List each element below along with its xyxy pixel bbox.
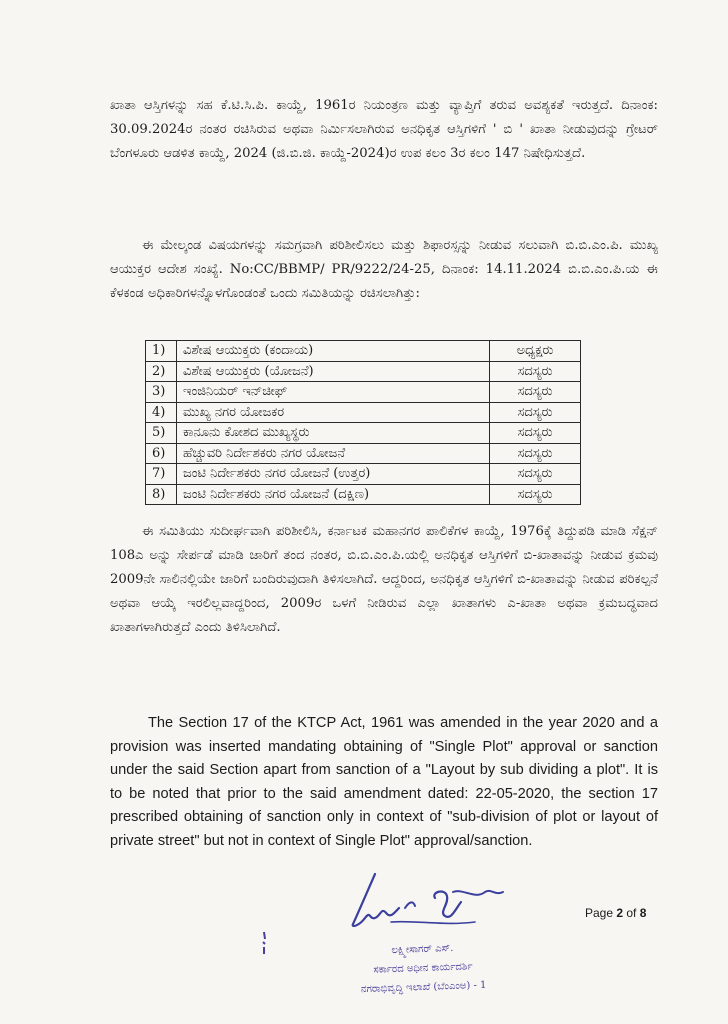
- committee-member: ಇಂಜಿನಿಯರ್ ಇನ್‌ಚೀಫ್: [177, 382, 490, 403]
- committee-role: ಸದಸ್ಯರು: [490, 423, 581, 444]
- committee-member: ವಿಶೇಷ ಆಯುಕ್ತರು (ಕಂದಾಯ): [177, 341, 490, 362]
- committee-member: ಜಂಟಿ ನಿರ್ದೇಶಕರು ನಗರ ಯೋಜನೆ (ಉತ್ತರ): [177, 464, 490, 485]
- committee-role: ಸದಸ್ಯರು: [490, 464, 581, 485]
- committee-num: 1): [146, 341, 177, 362]
- committee-role: ಸದಸ್ಯರು: [490, 382, 581, 403]
- stamp-department: ನಗರಾಭಿವೃದ್ಧಿ ಇಲಾಖೆ (ಬೆಂಎಂಅ) - 1: [360, 979, 487, 996]
- stamp-name: ಲಕ್ಷ್ಮೀಸಾಗರ್ ಎಸ್.: [391, 942, 454, 957]
- committee-num: 5): [146, 423, 177, 444]
- committee-num: 6): [146, 443, 177, 464]
- paragraph-section-17: The Section 17 of the KTCP Act, 1961 was amended in the year 2020 and a provision was inserted mandating obtaining of "Single Plot" approval or sanction under the said Section apart from sanction of a "Layout by sub dividing a plot". It is to be noted that prior to the said amendment dated: 22-05-2020, the section 17 prescribed obtaining of sanction only in context of "sub-division of plot or layout of private street" but not in context of Single Plot" approval/sanction.: [110, 715, 658, 849]
- page-current: 2: [616, 906, 624, 920]
- committee-member: ಜಂಟಿ ನಿರ್ದೇಶಕರು ನಗರ ಯೋಜನೆ (ದಕ್ಷಿಣ): [177, 484, 490, 505]
- committee-row: [146, 382, 581, 403]
- committee-role: ಸದಸ್ಯರು: [490, 361, 581, 382]
- committee-row: [146, 361, 581, 382]
- committee-row: [146, 464, 581, 485]
- committee-row: [146, 402, 581, 423]
- committee-member: ಕಾನೂನು ಕೋಶದ ಮುಖ್ಯಸ್ಥರು: [177, 423, 490, 444]
- stamp-designation: ಸರ್ಕಾರದ ಅಧೀನ ಕಾರ್ಯದರ್ಶಿ: [373, 961, 473, 976]
- signature-image: [335, 862, 525, 942]
- paragraph-committee-order: ಈ ಮೇಲ್ಕಂಡ ವಿಷಯಗಳನ್ನು ಸಮಗ್ರವಾಗಿ ಪರಿಶೀಲಿಸಲು ಮತ್ತು ಶಿಫಾರಸ್ಸನ್ನು ನೀಡುವ ಸಲುವಾಗಿ ಬಿ.ಬಿ.ಎಂ.ಪಿ. ಮುಖ್ಯ ಆಯುಕ್ತರ ಆದೇಶ ಸಂಖ್ಯೆ. No:CC/BBMP/ PR/9222/24-25, ದಿನಾಂಕ: 14.11.2024 ಬಿ.ಬಿ.ಎಂ.ಪಿ.ಯ ಈ ಕೆಳಕಂಡ ಅಧಿಕಾರಿಗಳನ್ನೊಳಗೊಂಡಂತೆ ಒಂದು ಸಮಿತಿಯನ್ನು ರಚಿಸಲಾಗಿತ್ತು:: [110, 238, 658, 301]
- committee-table: [145, 340, 581, 505]
- official-stamp: [317, 936, 529, 1000]
- committee-num: 7): [146, 464, 177, 485]
- committee-role: ಸದಸ್ಯರು: [490, 402, 581, 423]
- committee-role: ಸದಸ್ಯರು: [490, 443, 581, 464]
- committee-num: 3): [146, 382, 177, 403]
- committee-num: 8): [146, 484, 177, 505]
- committee-role: ಅಧ್ಯಕ್ಷರು: [490, 341, 581, 362]
- committee-role: ಸದಸ್ಯರು: [490, 484, 581, 505]
- committee-row: [146, 484, 581, 505]
- paragraph-committee-findings: ಈ ಸಮಿತಿಯು ಸುದೀರ್ಘವಾಗಿ ಪರಿಶೀಲಿಸಿ, ಕರ್ನಾಟಕ ಮಹಾನಗರ ಪಾಲಿಕೆಗಳ ಕಾಯ್ದೆ, 1976ಕ್ಕೆ ತಿದ್ದುಪಡಿ ಮಾಡಿ ಸೆಕ್ಷನ್ 108ಎ ಅನ್ನು ಸೇರ್ಪಡೆ ಮಾಡಿ ಜಾರಿಗೆ ತಂದ ನಂತರ, ಬಿ.ಬಿ.ಎಂ.ಪಿ.ಯಲ್ಲಿ ಅನಧಿಕೃತ ಆಸ್ತಿಗಳಿಗೆ ಬಿ-ಖಾತಾವನ್ನು ನೀಡುವ ಕ್ರಮವು 2009ನೇ ಸಾಲಿನಲ್ಲಿಯೇ ಜಾರಿಗೆ ಬಂದಿರುವುದಾಗಿ ತಿಳಿಸಲಾಗಿದೆ. ಆದ್ದರಿಂದ, ಅನಧಿಕೃತ ಆಸ್ತಿಗಳಿಗೆ ಬಿ-ಖಾತಾವನ್ನು ನೀಡುವ ಪರಿಕಲ್ಪನೆ ಅಥವಾ ಆಯ್ಕೆ ಇರಲಿಲ್ಲವಾದ್ದರಿಂದ, 2009ರ ಒಳಗೆ ನೀಡಿರುವ ಎಲ್ಲಾ ಖಾತಾಗಳು ಎ-ಖಾತಾ ಅಥವಾ ಕ್ರಮಬದ್ಧವಾದ ಖಾತಾಗಳಾಗಿರುತ್ತದೆ ಎಂದು ತಿಳಿಸಿಲಾಗಿದೆ.: [110, 524, 658, 635]
- page-sep: of: [623, 906, 640, 920]
- page-total: 8: [639, 906, 647, 920]
- ink-mark: [260, 930, 268, 956]
- page-number: [585, 906, 646, 920]
- committee-num: 2): [146, 361, 177, 382]
- committee-member: ಮುಖ್ಯ ನಗರ ಯೋಜಕರ: [177, 402, 490, 423]
- committee-member: ಹೆಚ್ಚುವರಿ ನಿರ್ದೇಶಕರು ನಗರ ಯೋಜನೆ: [177, 443, 490, 464]
- committee-num: 4): [146, 402, 177, 423]
- paragraph-khata-ktcp: ಖಾತಾ ಆಸ್ತಿಗಳನ್ನು ಸಹ ಕೆ.ಟಿ.ಸಿ.ಪಿ. ಕಾಯ್ದೆ, 1961ರ ನಿಯಂತ್ರಣ ಮತ್ತು ವ್ಯಾಪ್ತಿಗೆ ತರುವ ಅವಶ್ಯಕತೆ ಇರುತ್ತದೆ. ದಿನಾಂಕ: 30.09.2024ರ ನಂತರ ರಚಿಸಿರುವ ಅಥವಾ ನಿರ್ಮಿಸಲಾಗಿರುವ ಅನಧಿಕೃತ ಆಸ್ತಿಗಳಿಗೆ ' ಬಿ ' ಖಾತಾ ನೀಡುವುದನ್ನು ಗ್ರೇಟರ್ ಬೆಂಗಳೂರು ಆಡಳಿತ ಕಾಯ್ದೆ, 2024 (ಜಿ.ಬಿ.ಜಿ. ಕಾಯ್ದೆ-2024)ರ ಉಪ ಕಲಂ 3ರ ಕಲಂ 147 ನಿಷೇಧಿಸುತ್ತದೆ.: [110, 98, 658, 161]
- committee-row: [146, 443, 581, 464]
- committee-row: [146, 423, 581, 444]
- committee-row: [146, 341, 581, 362]
- page-prefix: Page: [585, 906, 617, 920]
- committee-member: ವಿಶೇಷ ಆಯುಕ್ತರು (ಯೋಜನೆ): [177, 361, 490, 382]
